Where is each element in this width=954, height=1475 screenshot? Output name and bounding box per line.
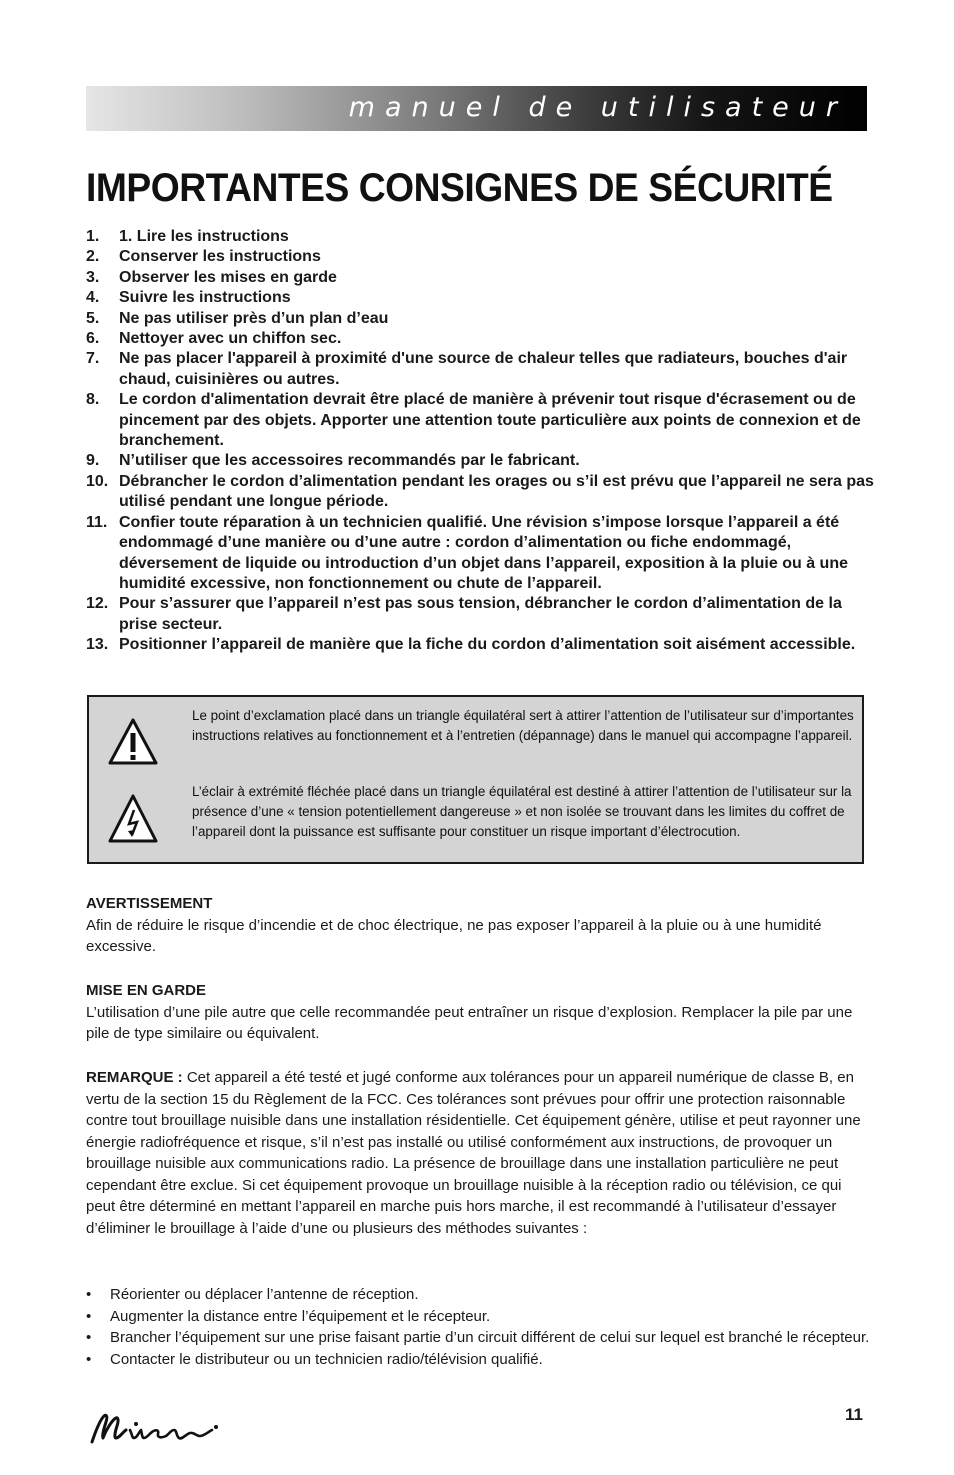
exclamation-symbol-text: Le point d’exclamation placé dans un triangle équilatéral sert à attirer l’attention de l’utilisateur sur d’importantes instructions relatives au fonctionnement et à l’entretien (dépannage) dans le manuel qui accompagne l’appareil. [192, 708, 854, 744]
item-number: 8. [86, 391, 100, 409]
avertissement-section [86, 893, 871, 958]
list-item [86, 390, 876, 451]
lightning-triangle-icon [107, 793, 159, 850]
mirage-logo [86, 1408, 222, 1453]
header-bar [86, 86, 867, 131]
list-item [86, 288, 876, 308]
item-number: 13. [86, 636, 109, 654]
list-item [86, 247, 876, 267]
item-number: 5. [86, 309, 100, 327]
list-item [86, 1306, 871, 1328]
list-item [86, 329, 876, 349]
item-number: 11. [86, 513, 108, 531]
list-item [86, 472, 876, 513]
item-number: 2. [86, 248, 100, 266]
item-number: 12. [86, 595, 109, 613]
item-text: Confier toute réparation à un technicien qualifié. Une révision s’impose lorsque l’appareil a été endommagé d’une manière ou d’une autre : cordon d’alimentation ou fiche endommagé, déversement de liquide ou introduction d’un objet dans l’appareil, exposition à la pluie ou à une humidité excessive, non fonctionnement ou chute de l’appareil. [119, 513, 848, 592]
list-item [86, 1284, 871, 1306]
item-text: Ne pas placer l'appareil à proximité d'une source de chaleur telles que radiateurs, bouches d'air chaud, cuisinières ou autres. [119, 350, 848, 388]
list-item [86, 594, 876, 635]
exclamation-triangle-icon [107, 717, 159, 772]
list-item [86, 268, 876, 288]
bullet-text: Augmenter la distance entre l’équipement et le récepteur. [110, 1307, 491, 1325]
bullet-icon: • [86, 1307, 92, 1325]
remarque-section [86, 1067, 871, 1239]
item-text: Débrancher le cordon d’alimentation pendant les orages ou s’il est prévu que l’appareil ne sera pas utilisé pendant une longue période. [119, 472, 874, 511]
item-text: Suivre les instructions [119, 289, 291, 307]
item-text: 1. Lire les instructions [119, 228, 289, 245]
mise-en-garde-section [86, 980, 871, 1045]
list-item [86, 451, 876, 471]
item-text: Conserver les instructions [119, 248, 321, 266]
item-text: Nettoyer avec un chiffon sec. [119, 330, 342, 348]
item-text: Observer les mises en garde [119, 268, 337, 286]
list-item [86, 309, 876, 329]
item-text: N’utiliser que les accessoires recommandés par le fabricant. [119, 452, 580, 470]
list-item [86, 513, 876, 595]
avertissement-text: Afin de réduire le risque d’incendie et de choc électrique, ne pas exposer l’appareil à la pluie ou à une humidité excessive. [86, 916, 822, 955]
item-text: Le cordon d'alimentation devrait être placé de manière à prévenir tout risque d'écrasement ou de pincement par des objets. Apporter une attention toute particulière aux points de connexion et de branchement. [119, 391, 861, 450]
item-number: 4. [86, 289, 100, 307]
interference-remedies-list [86, 1284, 871, 1370]
bullet-text: Réorienter ou déplacer l’antenne de réception. [110, 1286, 419, 1303]
safety-instructions-list [86, 227, 876, 656]
header-title: manuel de utilisateur [348, 92, 847, 123]
lightning-symbol-text: L’éclair à extrémité fléchée placé dans un triangle équilatéral est destiné à attirer l’attention de l’utilisateur sur la présence d’une « tension potentiellement dangereuse » et non isolée se trouvant dans les limites du coffret de l’appareil dont la puissance est suffisante pour constituer un risque important d’électrocution. [192, 784, 852, 840]
bullet-icon: • [86, 1286, 92, 1303]
safety-symbols-box [87, 695, 864, 864]
mise-en-garde-heading: MISE EN GARDE [86, 982, 207, 999]
bullet-text: Contacter le distributeur ou un technicien radio/télévision qualifié. [110, 1350, 543, 1368]
page-number: 11 [845, 1405, 863, 1424]
remarque-text: Cet appareil a été testé et jugé conforme aux tolérances pour un appareil numérique de classe B, en vertu de la section 15 du Règlement de la FCC. Ces tolérances sont prévues pour offrir une protection raisonnable contre tout brouillage nuisible dans une installation résidentielle. Cet équipement génère, utilise et peut rayonner une énergie radiofréquence et risque, s’il n’est pas installé ou utilisé conformément aux instructions, de provoquer un brouillage nuisible aux communications radio. La présence de brouillage dans une installation particulière ne peut cependant être exclue. Si cet équipement provoque un brouillage nuisible à la réception radio ou télévision, ce qui peut être déterminé en mettant l’appareil en marche puis hors marche, il est recommandé à l’utilisateur d’essayer d’éliminer le brouillage à l’aide d’une ou plusieurs des méthodes suivantes : [86, 1069, 861, 1237]
list-item [86, 1349, 871, 1371]
avertissement-heading: AVERTISSEMENT [86, 895, 213, 912]
item-number: 3. [86, 268, 100, 286]
item-number: 9. [86, 452, 100, 470]
item-number: 6. [86, 330, 100, 348]
mise-en-garde-text: L’utilisation d’une pile autre que celle recommandée peut entraîner un risque d’explosion. Remplacer la pile par une pile de type similaire ou équivalent. [86, 1003, 853, 1042]
remarque-heading: REMARQUE : [86, 1069, 183, 1086]
bullet-icon: • [86, 1329, 92, 1346]
list-item [86, 1327, 871, 1349]
list-item [86, 349, 876, 390]
page-title: IMPORTANTES CONSIGNES DE SÉCURITÉ [86, 166, 833, 210]
list-item [86, 227, 876, 247]
item-number: 1. [86, 228, 100, 245]
item-number: 7. [86, 350, 100, 368]
item-text: Positionner l’appareil de manière que la fiche du cordon d’alimentation soit aisément accessible. [119, 636, 856, 654]
item-text: Ne pas utiliser près d’un plan d’eau [119, 309, 389, 327]
list-item [86, 635, 876, 655]
item-text: Pour s’assurer que l’appareil n’est pas sous tension, débrancher le cordon d’alimentation de la prise secteur. [119, 595, 842, 633]
bullet-text: Brancher l’équipement sur une prise faisant partie d’un circuit différent de celui sur lequel est branché le récepteur. [110, 1329, 870, 1346]
item-number: 10. [86, 472, 109, 490]
bullet-icon: • [86, 1350, 92, 1368]
